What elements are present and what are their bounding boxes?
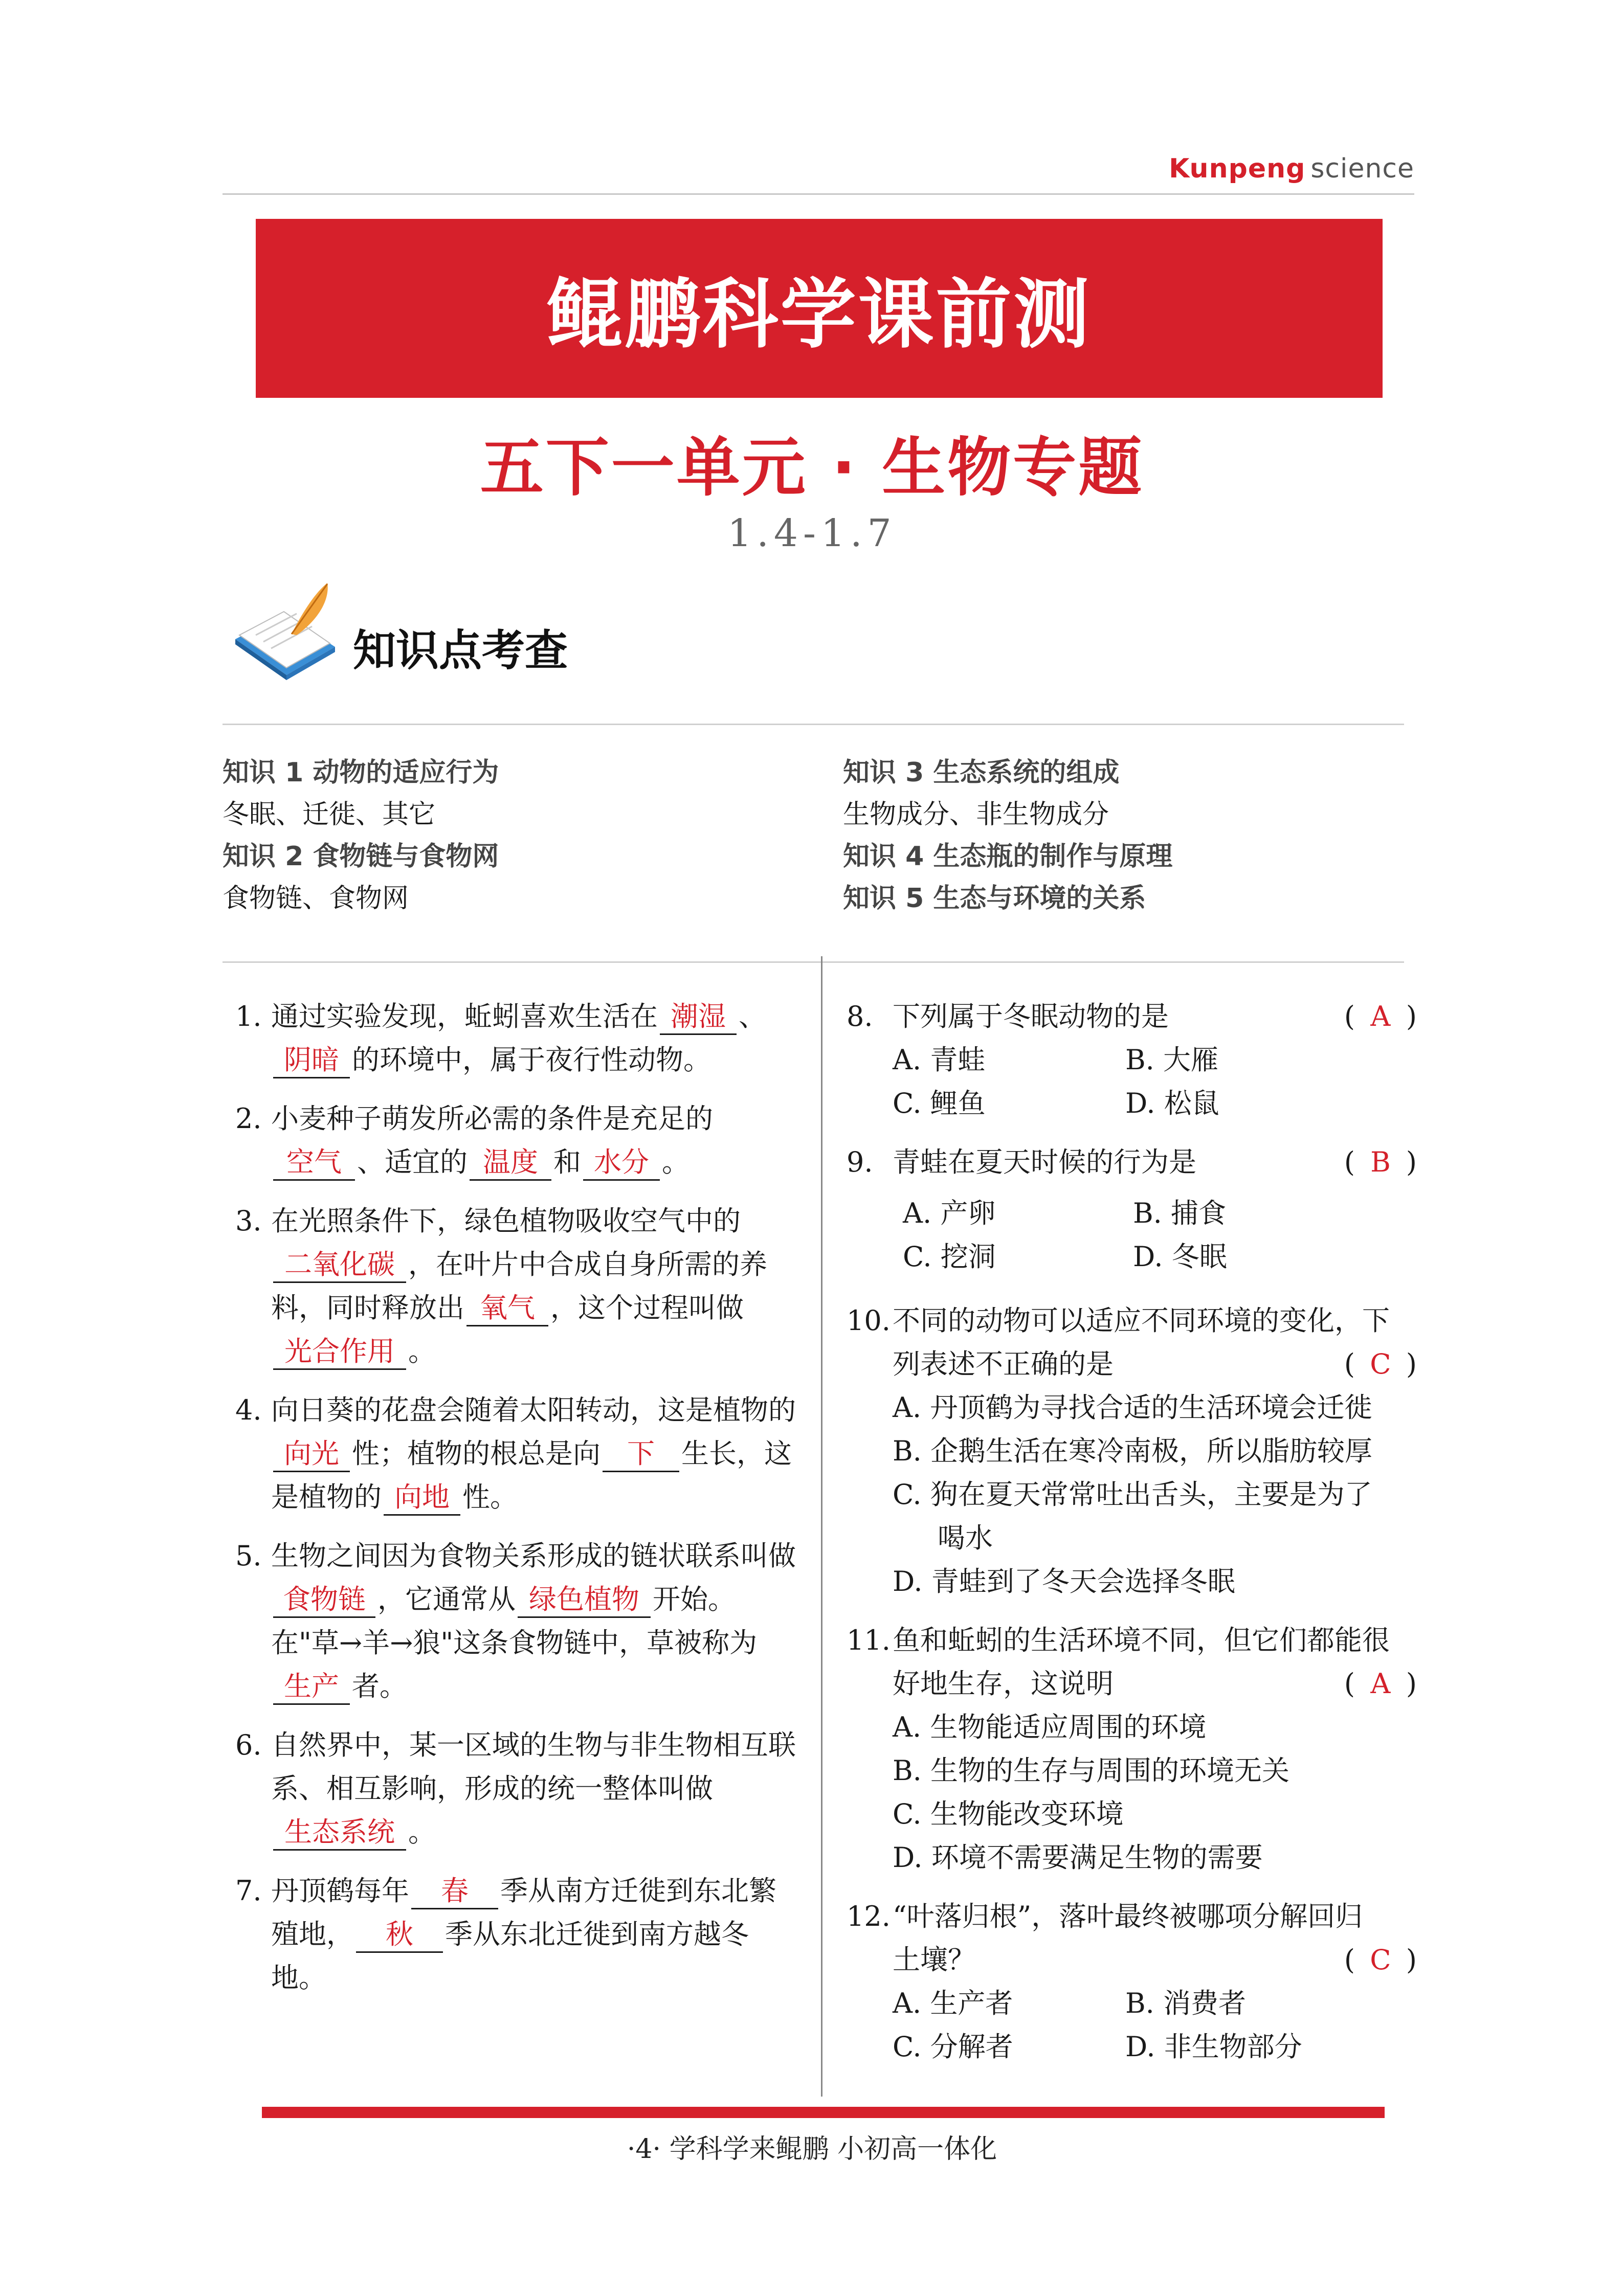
question-number: 1. [235,1000,262,1032]
options-row [893,1082,1417,1125]
question-stem: 不同的动物可以适应不同环境的变化，下 [893,1304,1390,1337]
question-stem: 好地生存，这说明 [893,1668,1114,1700]
answer-blank: 阴暗 [273,1043,350,1078]
answer-blank: 温度 [470,1145,551,1181]
question-text: 向日葵的花盘会随着太阳转动，这是植物的 [271,1394,796,1426]
question-text: 季从东北迁徙到南方越冬地。 [271,1918,749,1994]
answer-blank: 水分 [583,1145,660,1181]
answer-blank: 空气 [273,1145,355,1181]
brand-logo [1169,153,1414,184]
question-text: 。 [662,1146,689,1178]
question-7 [225,1869,798,1999]
answer-blank: 绿色植物 [518,1583,651,1618]
page-footer: ·4· 学科学来鲲鹏 小初高一体化 [627,2134,997,2165]
options-row [893,1235,1417,1278]
answer-blank: 春 [411,1874,498,1909]
options-row [893,1191,1417,1235]
question-8 [847,995,1417,1125]
answer-bracket: ( C ) [1344,1342,1417,1386]
option-d: D. 环境不需要满足生物的需要 [893,1841,1263,1874]
knowledge-3-title: 知识 3 生态系统的组成 [843,757,1120,788]
knowledge-top-divider [223,724,1404,725]
option-c: C. 生物能改变环境 [893,1798,1124,1830]
lesson-range: 1.4-1.7 [727,511,897,555]
knowledge-1-desc: 冬眠、迁徙、其它 [223,799,436,830]
question-stem: 鱼和蚯蚓的生活环境不同，但它们都能很 [893,1624,1390,1656]
answer-bracket: ( C ) [1344,1938,1417,1982]
option-b: B. 生物的生存与周围的环境无关 [893,1754,1290,1787]
knowledge-3-desc: 生物成分、非生物成分 [843,799,1109,830]
answer-blank: 光合作用 [273,1335,406,1370]
answer-bracket: ( A ) [1344,995,1417,1038]
question-number: 4. [235,1394,262,1426]
option-c: C. 分解者 [893,2031,1013,2063]
question-text: 自然界中，某一区域的生物与非生物相互联系、相互影响，形成的统一整体叫做 [271,1729,796,1805]
right-question-column [847,995,1417,2084]
choice-answer: A [1370,1668,1391,1700]
question-number: 7. [235,1875,262,1907]
answer-blank: 生态系统 [273,1815,406,1851]
question-1 [225,995,798,1082]
knowledge-5-title: 知识 5 生态与环境的关系 [843,883,1146,914]
question-stem: 土壤？ [893,1944,975,1976]
option-c: C. 狗在夏天常常吐出舌头，主要是为了 [893,1478,1372,1511]
question-text: 和 [553,1146,581,1178]
question-4 [225,1388,798,1519]
question-stem: “叶落归根”，落叶最终被哪项分解回归 [893,1900,1363,1932]
brand-name-bold: Kunpeng [1169,153,1306,184]
question-stem: 下列属于冬眠动物的是 [893,1000,1169,1032]
question-text: 通过实验发现，蚯蚓喜欢生活在 [271,1000,658,1032]
knowledge-list-left [223,752,499,919]
question-text: 生长，这是植物的 [271,1437,792,1513]
options-row [893,2025,1417,2068]
answer-blank: 向光 [273,1437,350,1472]
knowledge-2-desc: 食物链、食物网 [223,883,409,914]
choice-answer: C [1370,1348,1391,1380]
knowledge-list-right [843,752,1172,919]
choice-answer: A [1370,1000,1391,1032]
question-text: 性；植物的根总是向 [352,1437,600,1470]
option-a: A. 丹顶鹤为寻找合适的生活环境会迁徙 [893,1391,1372,1424]
option-b: B. 大雁 [1125,1044,1219,1076]
option-c-continued: 喝水 [938,1522,993,1554]
section-title: 知识点考查 [353,625,568,676]
footer-bar [262,2107,1385,2118]
options-row [893,1038,1417,1082]
question-number: 5. [235,1540,262,1572]
option-d: D. 青蛙到了冬天会选择冬眠 [893,1565,1235,1597]
choice-answer: B [1370,1146,1391,1178]
question-text: 丹顶鹤每年 [271,1875,409,1907]
question-number: 11. [847,1624,891,1656]
option-a: A. 生物能适应周围的环境 [893,1711,1207,1743]
option-a: A. 产卵 [903,1197,996,1229]
header-divider [223,193,1414,195]
question-text: 开始。在"草→羊→狼"这条食物链中，草被称为 [271,1583,758,1659]
question-3 [225,1199,798,1373]
question-number: 8. [847,1000,873,1032]
answer-blank: 秋 [356,1918,443,1953]
option-a: A. 生产者 [893,1987,1013,2019]
options-row [893,1982,1417,2025]
question-stem: 列表述不正确的是 [893,1348,1114,1380]
option-b: B. 消费者 [1125,1987,1247,2019]
book-quill-icon [225,578,343,690]
question-2 [225,1097,798,1184]
knowledge-4-title: 知识 4 生态瓶的制作与原理 [843,841,1173,872]
question-9 [847,1140,1417,1278]
answer-blank: 二氧化碳 [273,1248,406,1283]
question-text: 、 [739,1000,766,1032]
question-text: 在光照条件下，绿色植物吸收空气中的 [271,1205,741,1237]
question-text: 小麦种子萌发所必需的条件是充足的 [271,1102,713,1135]
question-number: 3. [235,1205,262,1237]
answer-blank: 氧气 [466,1291,548,1326]
question-number: 12. [847,1900,891,1932]
question-text: ，在叶片中合成自身所需的养料，同时释放出 [271,1248,767,1324]
question-6 [225,1723,798,1854]
question-text: 。 [408,1335,436,1367]
answer-bracket: ( B ) [1344,1140,1417,1184]
knowledge-2-title: 知识 2 食物链与食物网 [223,841,499,872]
question-text: 。 [408,1816,436,1848]
question-text: ，这个过程叫做 [550,1292,744,1324]
question-text: 的环境中，属于夜行性动物。 [352,1044,711,1076]
question-12 [847,1895,1417,2068]
option-b: B. 捕食 [1133,1197,1227,1229]
question-number: 6. [235,1729,262,1761]
option-d: D. 松鼠 [1125,1087,1219,1119]
answer-blank: 下 [603,1437,679,1472]
brand-name-light: science [1310,153,1414,184]
option-c: C. 鲤鱼 [893,1087,986,1119]
banner-title: 鲲鹏科学课前测 [547,271,1092,358]
option-d: D. 非生物部分 [1125,2031,1302,2063]
question-number: 2. [235,1102,262,1135]
title-banner [256,219,1383,398]
choice-answer: C [1370,1944,1391,1976]
option-b: B. 企鹅生活在寒冷南极，所以脂肪较厚 [893,1435,1373,1467]
question-number: 10. [847,1304,891,1337]
page-subtitle: 五下一单元 · 生物专题 [480,431,1144,505]
question-text: 、适宜的 [357,1146,468,1178]
question-text: 者。 [352,1670,407,1702]
question-text: ，它通常从 [377,1583,516,1615]
question-text: 生物之间因为食物关系形成的链状联系叫做 [271,1540,796,1572]
question-number: 9. [847,1146,873,1178]
question-10 [847,1299,1417,1603]
knowledge-bottom-divider [223,961,1404,963]
option-a: A. 青蛙 [893,1044,986,1076]
knowledge-1-title: 知识 1 动物的适应行为 [223,757,499,788]
answer-blank: 向地 [384,1480,460,1516]
question-5 [225,1534,798,1708]
question-stem: 青蛙在夏天时候的行为是 [893,1146,1196,1178]
answer-blank: 食物链 [273,1583,375,1618]
answer-bracket: ( A ) [1344,1662,1417,1705]
option-c: C. 挖洞 [903,1241,996,1273]
column-divider [821,956,822,2097]
answer-blank: 生产 [273,1670,350,1705]
question-11 [847,1618,1417,1879]
left-question-column [225,995,798,2015]
question-text: 性。 [462,1481,518,1513]
option-d: D. 冬眠 [1133,1241,1227,1273]
answer-blank: 潮湿 [660,1000,737,1035]
question-text: 季从南方迁徙到东北繁殖地， [271,1875,776,1950]
